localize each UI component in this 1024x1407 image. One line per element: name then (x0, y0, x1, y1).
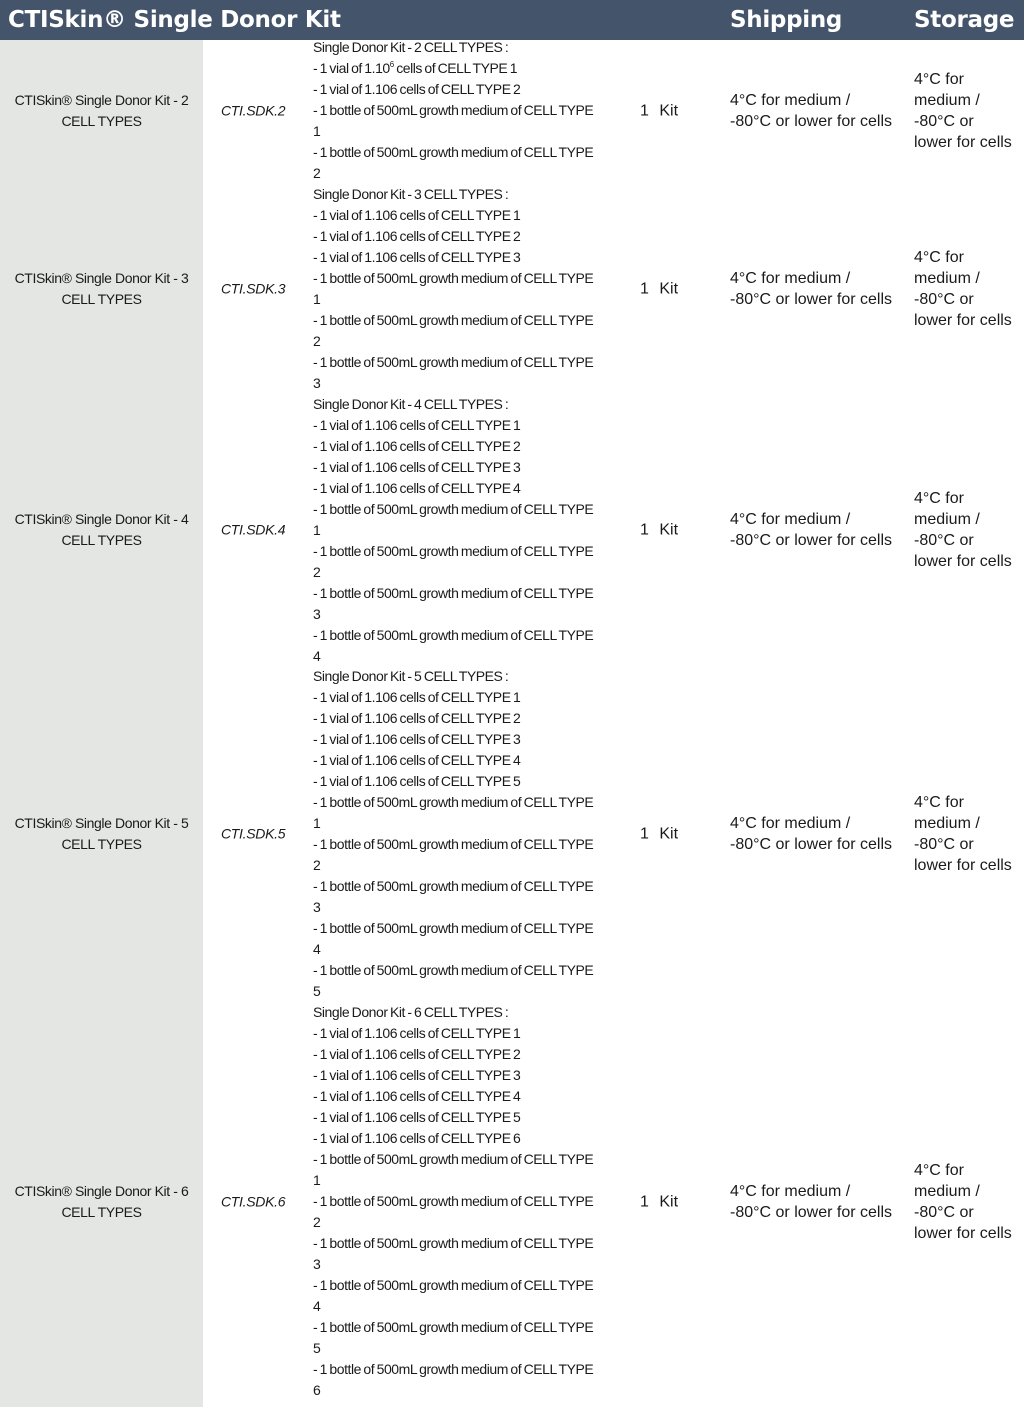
storage-line: -80°C or (914, 836, 974, 853)
kit-contents-line: 2 (313, 333, 321, 349)
kit-contents-line: 3 (313, 375, 321, 391)
catalog-code: CTI.SDK.2 (221, 102, 286, 119)
storage-line: lower for cells (914, 553, 1012, 570)
storage-line: 4°C for (914, 794, 964, 811)
shipping-conditions (730, 813, 910, 855)
storage-line: lower for cells (914, 134, 1012, 151)
quantity: 1 Kit (640, 1193, 679, 1211)
product-name-line: CELL TYPES (61, 291, 142, 307)
kit-contents-line: 2 (313, 857, 321, 873)
kit-contents-line: - 1 bottle of 500mL growth medium of CELL TYPE (313, 543, 594, 559)
kit-contents-line: - 1 vial of 1.106 cells of CELL TYPE 2 (313, 1046, 521, 1062)
kit-contents-line: - 1 bottle of 500mL growth medium of CELL TYPE (313, 1277, 594, 1293)
kit-contents-line: 4 (313, 941, 321, 957)
product-name (0, 509, 203, 551)
kit-contents-line: Single Donor Kit - 2 CELL TYPES : (313, 39, 509, 55)
storage-line: 4°C for (914, 490, 964, 507)
kit-contents-line: 5 (313, 983, 321, 999)
kit-contents-line: - 1 bottle of 500mL growth medium of CELL TYPE (313, 836, 594, 852)
kit-contents-line: - 1 vial of 1.106 cells of CELL TYPE 5 (313, 773, 521, 789)
kit-contents-line: - 1 vial of 1.10$^6$ cells of CELL TYPE 1 (313, 60, 518, 76)
kit-contents-line: Single Donor Kit - 3 CELL TYPES : (313, 186, 509, 202)
kit-contents-line: 3 (313, 1256, 321, 1272)
kit-contents-line: 3 (313, 899, 321, 915)
kit-contents-line: 1 (313, 1172, 321, 1188)
kit-contents-line: 4 (313, 648, 321, 664)
product-name-line: CTISkin® Single Donor Kit - 4 (14, 511, 189, 527)
storage-line: 4°C for (914, 71, 964, 88)
kit-contents-line: - 1 bottle of 500mL growth medium of CELL TYPE (313, 585, 594, 601)
storage-line: -80°C or (914, 291, 974, 308)
product-name (0, 90, 203, 132)
kit-contents-line: - 1 vial of 1.106 cells of CELL TYPE 5 (313, 1109, 521, 1125)
kit-contents-line: 5 (313, 1340, 321, 1356)
storage-conditions (914, 69, 1022, 153)
kit-contents-line: - 1 vial of 1.106 cells of CELL TYPE 6 (313, 1130, 521, 1146)
kit-contents-line: - 1 bottle of 500mL growth medium of CELL TYPE (313, 1151, 594, 1167)
kit-contents-line: 3 (313, 606, 321, 622)
kit-contents-line: 2 (313, 165, 321, 181)
kit-contents-line: - 1 bottle of 500mL growth medium of CELL TYPE (313, 354, 594, 370)
storage-line: -80°C or (914, 532, 974, 549)
table-header (0, 0, 1024, 40)
shipping-conditions (730, 268, 910, 310)
product-name-line: CELL TYPES (61, 532, 142, 548)
storage-line: lower for cells (914, 312, 1012, 329)
shipping-column-header: Shipping (730, 7, 843, 33)
kit-contents-line: - 1 bottle of 500mL growth medium of CELL TYPE (313, 501, 594, 517)
product-name-line: CTISkin® Single Donor Kit - 6 (14, 1183, 189, 1199)
shipping-line: 4°C for medium / (730, 92, 851, 109)
shipping-line: 4°C for medium / (730, 511, 851, 528)
storage-column-header: Storage (914, 7, 1015, 33)
product-name-line: CELL TYPES (61, 113, 142, 129)
kit-contents-line: - 1 vial of 1.106 cells of CELL TYPE 2 (313, 228, 521, 244)
kit-contents-line: - 1 bottle of 500mL growth medium of CELL TYPE (313, 102, 594, 118)
kit-contents-line: - 1 vial of 1.106 cells of CELL TYPE 2 (313, 710, 521, 726)
kit-contents-line: - 1 bottle of 500mL growth medium of CELL TYPE (313, 794, 594, 810)
kit-contents-line: - 1 bottle of 500mL growth medium of CELL TYPE (313, 920, 594, 936)
kit-contents-line: - 1 bottle of 500mL growth medium of CELL TYPE (313, 1361, 594, 1377)
kit-contents-line: - 1 bottle of 500mL growth medium of CELL TYPE (313, 144, 594, 160)
kit-contents-line: - 1 vial of 1.106 cells of CELL TYPE 4 (313, 1088, 521, 1104)
quantity: 1 Kit (640, 825, 679, 843)
product-name-line: CELL TYPES (61, 1204, 142, 1220)
kit-contents-line: 4 (313, 1298, 321, 1314)
storage-conditions (914, 792, 1022, 876)
catalog-code: CTI.SDK.4 (221, 521, 286, 538)
catalog-code: CTI.SDK.5 (221, 825, 286, 842)
kit-contents-line: - 1 bottle of 500mL growth medium of CELL TYPE (313, 1319, 594, 1335)
kit-contents-line: 2 (313, 1214, 321, 1230)
shipping-line: 4°C for medium / (730, 1183, 851, 1200)
kit-contents-line: 1 (313, 291, 321, 307)
kit-contents-line: 1 (313, 522, 321, 538)
exponent-superscript: 6 (389, 60, 394, 69)
kit-contents-line: - 1 bottle of 500mL growth medium of CELL TYPE (313, 270, 594, 286)
kit-contents-line: - 1 vial of 1.106 cells of CELL TYPE 2 (313, 438, 521, 454)
kit-contents-line: - 1 bottle of 500mL growth medium of CELL TYPE (313, 1235, 594, 1251)
storage-line: 4°C for (914, 1162, 964, 1179)
storage-line: 4°C for (914, 249, 964, 266)
product-name (0, 1181, 203, 1223)
storage-line: lower for cells (914, 857, 1012, 874)
kit-contents-line: 1 (313, 123, 321, 139)
storage-line: -80°C or (914, 1204, 974, 1221)
kit-contents-line: - 1 vial of 1.106 cells of CELL TYPE 3 (313, 1067, 521, 1083)
kit-contents-line: - 1 bottle of 500mL growth medium of CELL TYPE (313, 627, 594, 643)
shipping-line: 4°C for medium / (730, 815, 851, 832)
kit-contents-line: 2 (313, 564, 321, 580)
kit-contents-line: - 1 vial of 1.106 cells of CELL TYPE 2 (313, 81, 521, 97)
kit-contents-line: - 1 bottle of 500mL growth medium of CELL TYPE (313, 1193, 594, 1209)
product-name (0, 813, 203, 855)
product-name-line: CTISkin® Single Donor Kit - 2 (14, 92, 189, 108)
shipping-conditions (730, 90, 910, 132)
kit-contents-line: Single Donor Kit - 4 CELL TYPES : (313, 396, 509, 412)
kit-contents-line: - 1 vial of 1.106 cells of CELL TYPE 4 (313, 480, 521, 496)
quantity: 1 Kit (640, 280, 679, 298)
shipping-line: -80°C or lower for cells (730, 113, 892, 130)
kit-contents (313, 394, 623, 667)
storage-conditions (914, 247, 1022, 331)
kit-contents-line: - 1 vial of 1.106 cells of CELL TYPE 1 (313, 207, 521, 223)
storage-line: medium / (914, 815, 980, 832)
shipping-line: 4°C for medium / (730, 270, 851, 287)
kit-contents (313, 37, 623, 184)
storage-line: medium / (914, 1183, 980, 1200)
storage-line: medium / (914, 92, 980, 109)
shipping-conditions (730, 1181, 910, 1223)
shipping-line: -80°C or lower for cells (730, 836, 892, 853)
quantity: 1 Kit (640, 102, 679, 120)
shipping-line: -80°C or lower for cells (730, 291, 892, 308)
storage-line: medium / (914, 270, 980, 287)
kit-contents-line: 1 (313, 815, 321, 831)
kit-contents-line: - 1 bottle of 500mL growth medium of CELL TYPE (313, 878, 594, 894)
kit-contents-line: - 1 vial of 1.106 cells of CELL TYPE 1 (313, 689, 521, 705)
kit-contents-line: - 1 vial of 1.106 cells of CELL TYPE 3 (313, 731, 521, 747)
page-title: CTISkin® Single Donor Kit (8, 7, 341, 33)
storage-line: -80°C or (914, 113, 974, 130)
kit-contents-line: - 1 bottle of 500mL growth medium of CELL TYPE (313, 962, 594, 978)
kit-contents-line: - 1 bottle of 500mL growth medium of CELL TYPE (313, 312, 594, 328)
kit-contents (313, 1002, 623, 1401)
kit-contents (313, 666, 623, 1002)
storage-line: lower for cells (914, 1225, 1012, 1242)
catalog-code: CTI.SDK.3 (221, 280, 286, 297)
kit-contents-line: - 1 vial of 1.106 cells of CELL TYPE 1 (313, 417, 521, 433)
product-name-line: CTISkin® Single Donor Kit - 3 (14, 270, 189, 286)
kit-contents (313, 184, 623, 394)
shipping-line: -80°C or lower for cells (730, 1204, 892, 1221)
product-name-line: CELL TYPES (61, 836, 142, 852)
kit-contents-line: Single Donor Kit - 5 CELL TYPES : (313, 668, 509, 684)
kit-contents-line: - 1 vial of 1.106 cells of CELL TYPE 3 (313, 459, 521, 475)
storage-line: medium / (914, 511, 980, 528)
shipping-line: -80°C or lower for cells (730, 532, 892, 549)
product-name (0, 268, 203, 310)
storage-conditions (914, 1160, 1022, 1244)
kit-contents-line: - 1 vial of 1.106 cells of CELL TYPE 1 (313, 1025, 521, 1041)
product-name-line: CTISkin® Single Donor Kit - 5 (14, 815, 189, 831)
kit-contents-line: - 1 vial of 1.106 cells of CELL TYPE 3 (313, 249, 521, 265)
quantity: 1 Kit (640, 521, 679, 539)
kit-contents-line: Single Donor Kit - 6 CELL TYPES : (313, 1004, 509, 1020)
kit-contents-line: - 1 vial of 1.106 cells of CELL TYPE 4 (313, 752, 521, 768)
storage-conditions (914, 488, 1022, 572)
kit-contents-line: 6 (313, 1382, 321, 1398)
shipping-conditions (730, 509, 910, 551)
catalog-code: CTI.SDK.6 (221, 1193, 286, 1210)
